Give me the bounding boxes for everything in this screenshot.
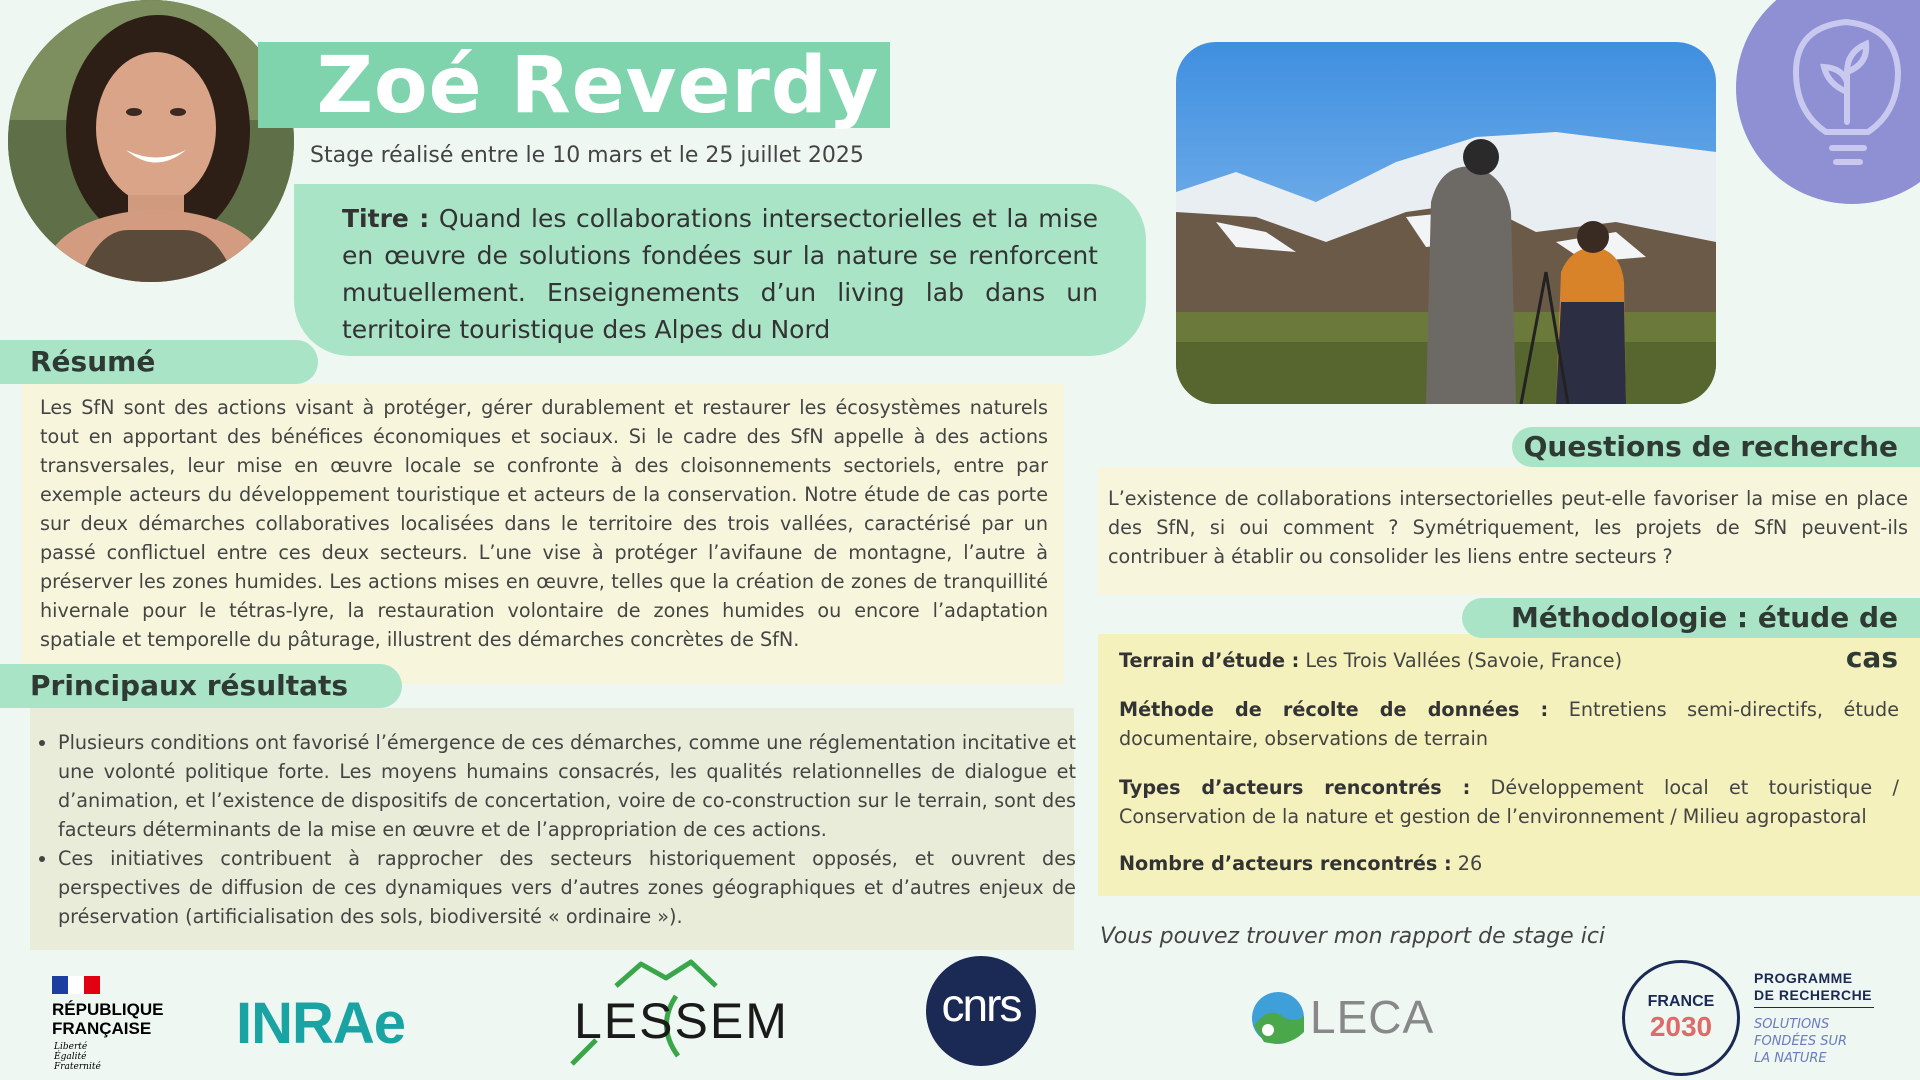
list-item: • Ces initiatives contribuent à rapprocher des secteurs historiquement opposés, et ouvrent des perspectives de diffusion de ces dynamiques vers d’autres zones géographiques et d’autres enjeux de préservation (artificialisation des sols, biodiversité « ordinaire »). — [58, 844, 1076, 931]
person-name: Zoé Reverdy — [316, 41, 880, 131]
rf-line-2: FRANÇAISE — [52, 1019, 152, 1038]
method-label: Méthode de récolte de données : — [1119, 698, 1549, 721]
france-2030-top: FRANCE — [1647, 993, 1715, 1010]
programme-line-1: PROGRAMME — [1754, 970, 1853, 986]
report-link[interactable]: Vous pouvez trouver mon rapport de stage ici — [1100, 924, 1606, 949]
profile-photo — [8, 0, 294, 282]
results-list — [30, 728, 1076, 931]
programme-sub-2: FONDÉES SUR — [1754, 1034, 1848, 1049]
leca-logo — [1248, 986, 1435, 1050]
france-2030-number: 2030 — [1649, 1011, 1713, 1042]
list-item: • Plusieurs conditions ont favorisé l’émergence de ces démarches, comme une réglementation incitative et une volonté politique forte. Les moyens humains consacrés, les qualités relationnelles de dialogue et d’animation, et l’existence de dispositifs de concertation, voire de co-construction sur le terrain, sont des facteurs déterminants de la mise en œuvre et de l’appropriation de ces actions. — [58, 728, 1076, 844]
method-row — [1119, 646, 1899, 675]
resume-heading: Résumé — [0, 340, 318, 384]
field-photo — [1176, 42, 1716, 404]
resume-text: Les SfN sont des actions visant à protéger, gérer durablement et restaurer les écosystèmes naturels tout en apportant des bénéfices économiques et sociaux. Si le cadre des SfN appelle à des actions transversales, leur mise en œuvre locale se confronte à des cloisonnements sectoriels, entre par exemple acteurs du développement touristique et acteurs de la conservation. Notre étude de cas porte sur deux démarches collaboratives localisées dans le territoire des trois vallées, caractérisé par un passé conflictuel entre ces deux secteurs. L’une vise à protéger l’avifaune de montagne, l’autre à préserver les zones humides. Les actions mises en œuvre, telles que la création de zones de tranquillité hivernale pour le tétras-lyre, la restauration volontaire de zones humides ou encore l’adaptation spatiale et temporelle du pâturage, illustrent des démarches concrètes de SfN. — [40, 396, 1048, 651]
title-content: Quand les collaborations intersectorielles et la mise en œuvre de solutions fondées sur la nature se renforcent mutuellement. Enseignements d’un living lab dans un territoire touristique des Alpes du Nord — [342, 204, 1099, 344]
programme-subtitle — [1754, 1016, 1847, 1067]
methodology-heading: Méthodologie : étude de cas — [1462, 598, 1920, 638]
method-label: Terrain d’étude : — [1119, 649, 1300, 672]
programme-sub-3: LA NATURE — [1754, 1051, 1827, 1066]
results-heading: Principaux résultats — [0, 664, 402, 708]
french-flag-icon — [52, 976, 100, 994]
title-text — [342, 200, 1098, 348]
leca-text: LECA — [1310, 991, 1435, 1043]
programme-sub-1: SOLUTIONS — [1754, 1017, 1830, 1032]
france-2030-logo — [1622, 960, 1740, 1076]
questions-heading: Questions de recherche — [1512, 427, 1920, 467]
cnrs-text: cnrs — [941, 979, 1021, 1031]
programme-line-2: DE RECHERCHE — [1754, 987, 1873, 1003]
lightbulb-icon — [1736, 0, 1920, 204]
method-value: Développement local et touristique / Conservation de la nature et gestion de l’environnement / Milieu agropastoral — [1119, 776, 1899, 828]
questions-text: L’existence de collaborations intersectorielles peut-elle favoriser la mise en place des SfN, si oui comment ? Symétriquement, les projets de SfN peuvent-ils contribuer à établir ou consolider les liens entre secteurs ? — [1108, 487, 1908, 568]
rf-motto-1: Liberté — [54, 1042, 88, 1052]
lessem-text: LESSEM — [574, 993, 789, 1049]
cnrs-logo — [926, 956, 1036, 1066]
rf-line-1: RÉPUBLIQUE — [52, 1000, 164, 1019]
programme-title — [1754, 970, 1872, 1004]
method-label: Types d’acteurs rencontrés : — [1119, 776, 1471, 799]
method-value: Entretiens semi-directifs, étude documentaire, observations de terrain — [1119, 698, 1899, 750]
rf-motto-2: Égalité — [54, 1052, 87, 1062]
method-row — [1119, 849, 1899, 878]
programme-divider — [1754, 1007, 1874, 1008]
method-label: Nombre d’acteurs rencontrés : — [1119, 852, 1452, 875]
title-label: Titre : — [342, 204, 430, 233]
internship-dates: Stage réalisé entre le 10 mars et le 25 juillet 2025 — [310, 143, 864, 168]
rf-motto-3: Fraternité — [54, 1062, 101, 1072]
method-row — [1119, 773, 1899, 831]
republique-francaise-logo — [52, 976, 172, 1076]
method-value: Les Trois Vallées (Savoie, France) — [1299, 649, 1623, 672]
lessem-logo — [566, 956, 789, 1068]
method-row — [1119, 695, 1899, 753]
inrae-logo: INRAe — [236, 991, 406, 1056]
method-value: 26 — [1451, 852, 1483, 875]
